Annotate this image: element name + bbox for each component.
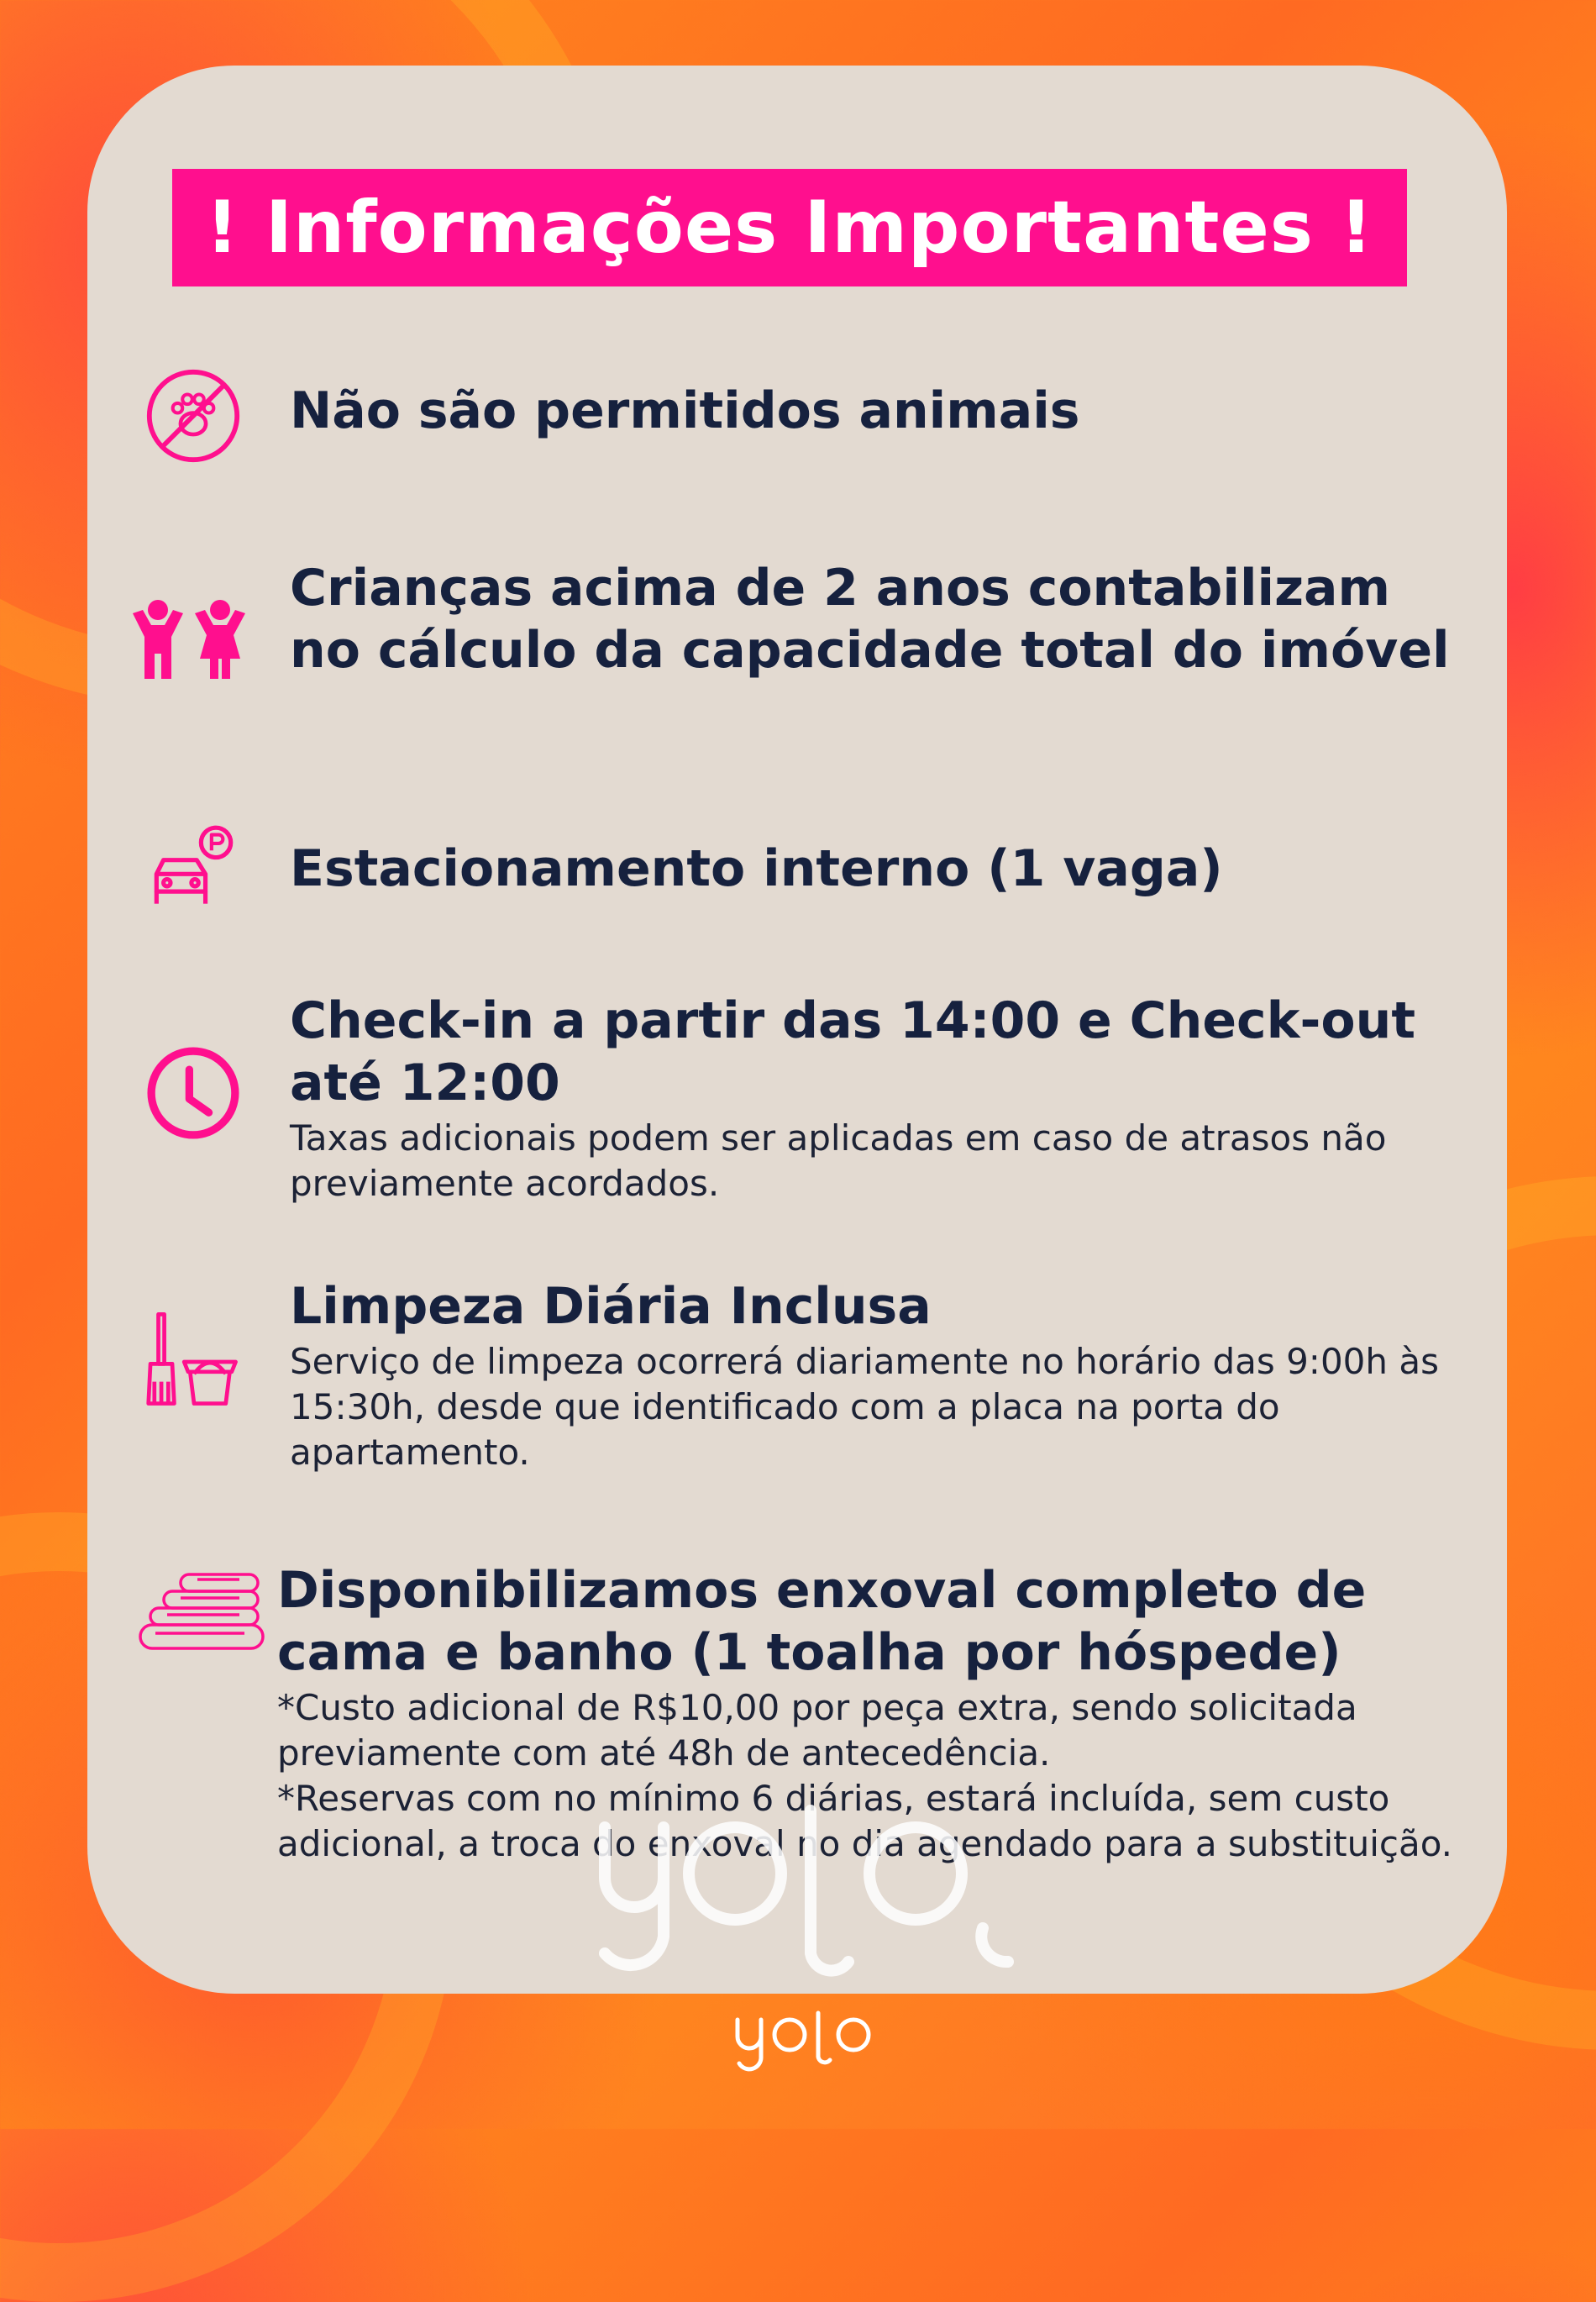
item-description: Serviço de limpeza ocorrerá diariamente no horário das 9:00h às 15:30h, desde que identificado com a placa na porta do apartamento. bbox=[290, 1341, 1439, 1473]
clock-icon bbox=[144, 1044, 242, 1142]
towels-icon bbox=[139, 1569, 265, 1653]
yolo-watermark bbox=[588, 1802, 1025, 2012]
item-heading: Estacionamento interno (1 vaga) bbox=[290, 839, 1223, 898]
item-heading: Crianças acima de 2 anos contabilizam no cálculo da capacidade total do imóvel bbox=[290, 559, 1450, 680]
item-description: Taxas adicionais podem ser aplicadas em caso de atrasos não previamente acordados. bbox=[290, 1117, 1387, 1204]
item-description: *Custo adicional de R$10,00 por peça extra, sendo solicitada previamente com até 48h de antecedência. *Reservas com no mínimo 6 diárias, estará incluída, sem custo adicional, a troca do enxoval no dia agendado para a substituição. bbox=[277, 1687, 1453, 1864]
parking-car-icon bbox=[150, 823, 237, 911]
title-banner bbox=[172, 169, 1407, 286]
item-heading: Não são permitidos animais bbox=[290, 381, 1080, 440]
item-heading: Limpeza Diária Inclusa bbox=[290, 1277, 932, 1336]
page-title: ! Informações Importantes ! bbox=[205, 186, 1374, 270]
item-heading: Check-in a partir das 14:00 e Check-out até 12:00 bbox=[290, 991, 1416, 1112]
children-icon bbox=[126, 598, 252, 682]
cleaning-icon bbox=[144, 1312, 244, 1411]
yolo-logo bbox=[731, 2008, 899, 2075]
item-heading: Disponibilizamos enxoval completo de cama e banho (1 toalha por hóspede) bbox=[277, 1561, 1367, 1682]
no-pets-icon bbox=[144, 367, 242, 465]
